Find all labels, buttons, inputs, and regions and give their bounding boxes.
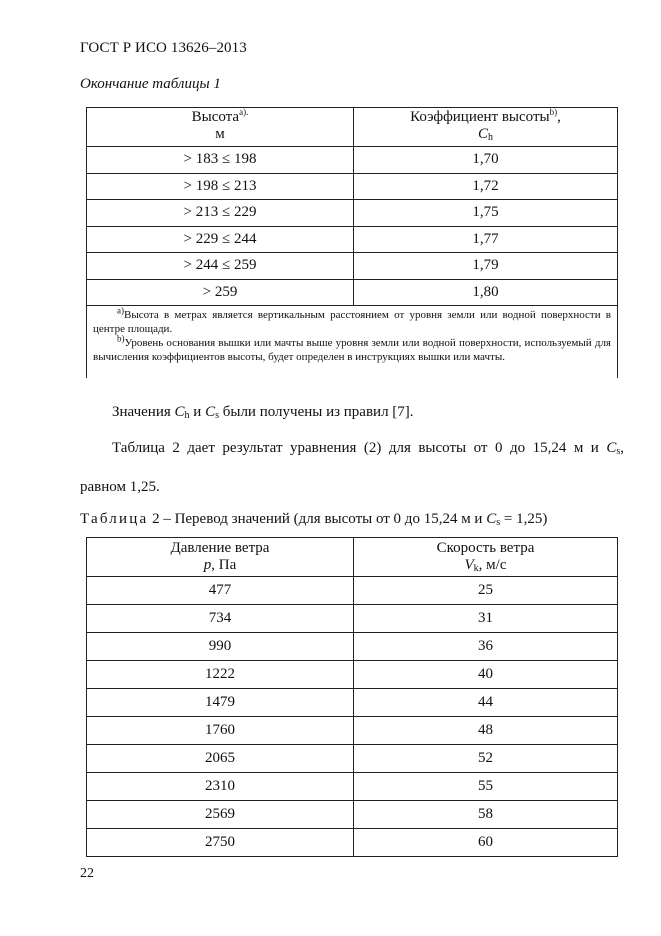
table-row (87, 745, 618, 773)
note-b-mark: b) (117, 333, 125, 344)
paragraph-coefficients-source (112, 404, 414, 421)
table1-col-coef-header (354, 108, 618, 147)
cs-symbol: C (486, 511, 497, 527)
height-header-text: Высота (191, 109, 240, 125)
pressure-cell: 2310 (87, 773, 354, 801)
table-row (87, 605, 618, 633)
table2-header-row (87, 538, 618, 577)
coef-cell: 1,79 (354, 253, 618, 280)
page-number: 22 (80, 866, 94, 881)
height-cell: > 183 ≤ 198 (87, 147, 354, 174)
pressure-cell: 2065 (87, 745, 354, 773)
table-row (87, 226, 618, 253)
table1-notes-row (87, 306, 618, 379)
height-header-unit: м (215, 126, 225, 142)
pressure-cell: 1222 (87, 661, 354, 689)
speed-cell: 44 (354, 689, 618, 717)
table-row (87, 829, 618, 857)
coef-cell: 1,75 (354, 200, 618, 227)
table-row (87, 577, 618, 605)
note-a-mark: a) (117, 305, 124, 316)
pressure-cell: 1479 (87, 689, 354, 717)
pressure-symbol: p (203, 557, 212, 573)
table-row (87, 173, 618, 200)
note-a-text: Высота в метрах является вертикальным расстоянием от уровня земли или водной поверхности в центре площади. (93, 309, 611, 335)
para2-text: Таблица 2 дает результат уравнения (2) для высоты от 0 до 15,24 м и (112, 440, 607, 456)
table-row (87, 253, 618, 280)
caption-word: Таблица (80, 511, 149, 527)
caption-end: = 1,25) (500, 511, 548, 527)
height-cell: > 198 ≤ 213 (87, 173, 354, 200)
cs-symbol-sub: s (616, 446, 621, 457)
speed-cell: 58 (354, 801, 618, 829)
paragraph-table2-intro-cont: равном 1,25. (80, 479, 160, 495)
height-header-footnote-mark: a). (239, 107, 249, 117)
speed-cell: 60 (354, 829, 618, 857)
table2-caption (80, 511, 547, 528)
pressure-unit: , Па (211, 557, 237, 573)
coef-header-symbol-sub: h (488, 132, 493, 143)
height-cell: > 229 ≤ 244 (87, 226, 354, 253)
speed-cell: 31 (354, 605, 618, 633)
table-row (87, 200, 618, 227)
height-cell: > 244 ≤ 259 (87, 253, 354, 280)
cs-symbol-sub: s (496, 517, 501, 528)
pressure-cell: 734 (87, 605, 354, 633)
coef-cell: 1,72 (354, 173, 618, 200)
ch-symbol-sub: h (184, 410, 190, 421)
height-cell: > 213 ≤ 229 (87, 200, 354, 227)
table-row (87, 717, 618, 745)
speed-cell: 52 (354, 745, 618, 773)
cs-symbol: C (606, 440, 617, 456)
speed-symbol: V (464, 557, 474, 573)
table-row (87, 689, 618, 717)
table-row (87, 279, 618, 306)
coef-cell: 1,70 (354, 147, 618, 174)
table-row (87, 147, 618, 174)
cs-symbol: C (205, 404, 216, 420)
coef-header-footnote-mark: b) (549, 107, 558, 117)
speed-cell: 40 (354, 661, 618, 689)
coef-header-symbol: C (477, 126, 488, 142)
table1-continuation-label: Окончание таблицы 1 (80, 76, 221, 92)
pressure-cell: 2569 (87, 801, 354, 829)
note-b-text: Уровень основания вышки или мачты выше уровня земли или водной поверхности, используемый для вычисления коэффициентов высоты, будет определен в инструкциях вышки или мачты. (93, 337, 611, 363)
height-cell: > 259 (87, 279, 354, 306)
pressure-cell: 1760 (87, 717, 354, 745)
coef-header-text: Коэффициент высоты (410, 109, 550, 125)
wind-pressure-speed-table (86, 537, 618, 857)
pressure-cell: 2750 (87, 829, 354, 857)
para2-end: , (620, 440, 624, 456)
coef-header-comma: , (557, 109, 561, 125)
table1-notes (87, 306, 618, 379)
speed-cell: 36 (354, 633, 618, 661)
table2-col-speed-header (354, 538, 618, 577)
coef-cell: 1,80 (354, 279, 618, 306)
table-row (87, 633, 618, 661)
pressure-cell: 990 (87, 633, 354, 661)
para1-mid: и (189, 404, 206, 420)
note-b (93, 333, 611, 364)
document-header: ГОСТ Р ИСО 13626–2013 (80, 40, 247, 56)
pressure-header-text: Давление ветра (170, 540, 270, 556)
table-row (87, 773, 618, 801)
paragraph-table2-intro (112, 440, 624, 457)
speed-cell: 25 (354, 577, 618, 605)
ch-symbol: C (174, 404, 185, 420)
pressure-cell: 477 (87, 577, 354, 605)
para1-prefix: Значения (112, 404, 175, 420)
table1-header-row (87, 108, 618, 147)
table1-col-height-header (87, 108, 354, 147)
speed-unit: , м/с (478, 557, 507, 573)
table-row (87, 801, 618, 829)
caption-text: – Перевод значений (для высоты от 0 до 15,24 м и (159, 511, 487, 527)
height-coefficient-table (86, 107, 618, 378)
coef-cell: 1,77 (354, 226, 618, 253)
speed-cell: 55 (354, 773, 618, 801)
speed-cell: 48 (354, 717, 618, 745)
speed-symbol-sub: k (473, 563, 479, 574)
caption-number: 2 (148, 511, 160, 527)
note-a (93, 305, 611, 336)
para1-suffix: были получены из правил [7]. (218, 404, 414, 420)
table-row (87, 661, 618, 689)
speed-header-text: Скорость ветра (436, 540, 535, 556)
cs-symbol-sub: s (215, 410, 219, 421)
table2-col-pressure-header (87, 538, 354, 577)
